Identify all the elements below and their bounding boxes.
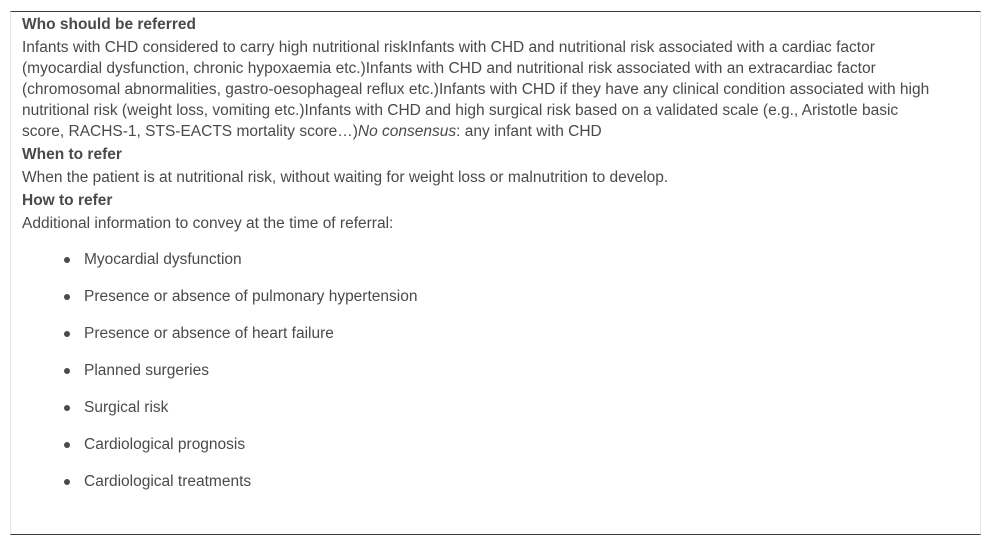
bullet-icon <box>64 405 70 411</box>
list-item <box>22 360 932 397</box>
who-criteria-text <box>22 37 932 142</box>
who-heading: Who should be referred <box>22 16 196 33</box>
list-item <box>22 286 932 323</box>
list-item-label: Cardiological prognosis <box>84 436 246 453</box>
bullet-icon <box>64 442 70 448</box>
bullet-icon <box>64 368 70 374</box>
bullet-icon <box>64 257 70 263</box>
bullet-icon <box>64 479 70 485</box>
list-item-label: Planned surgeries <box>84 362 209 379</box>
who-item-2: Infants with CHD and nutritional risk associated with a cardiac factor (myocardial dysfunction, chronic hypoxaemia etc.) <box>22 39 875 77</box>
list-item <box>22 434 932 471</box>
no-consensus-text: : any infant with CHD <box>456 123 602 140</box>
list-item <box>22 323 932 360</box>
list-item-label: Surgical risk <box>84 399 169 416</box>
list-item-label: Myocardial dysfunction <box>84 251 242 268</box>
when-heading: When to refer <box>22 146 122 163</box>
who-item-1: Infants with CHD considered to carry high nutritional risk <box>22 39 408 56</box>
list-item <box>22 249 932 286</box>
referral-cell <box>22 14 932 508</box>
list-item <box>22 471 932 508</box>
no-consensus-label: No consensus <box>357 123 457 140</box>
how-intro: Additional information to convey at the time of referral: <box>22 215 394 232</box>
bullet-icon <box>64 331 70 337</box>
referral-table <box>10 11 981 535</box>
list-item <box>22 397 932 434</box>
how-heading: How to refer <box>22 192 113 209</box>
bullet-icon <box>64 294 70 300</box>
who-item-4: Infants with CHD if they have any clinical condition associated with high nutritional risk (weight loss, vomiting etc.) <box>22 81 930 119</box>
when-text: When the patient is at nutritional risk, without waiting for weight loss or malnutrition to develop. <box>22 169 669 186</box>
list-item-label: Presence or absence of heart failure <box>84 325 334 342</box>
list-item-label: Presence or absence of pulmonary hypertension <box>84 288 418 305</box>
list-item-label: Cardiological treatments <box>84 473 252 490</box>
who-item-5: Infants with CHD and high surgical risk based on a validated scale (e.g., Aristotle basic score, RACHS-1, STS-EACTS mortality score…) <box>22 102 899 140</box>
referral-info-list <box>22 249 932 508</box>
who-item-3: Infants with CHD and nutritional risk associated with an extracardiac factor (chromosomal abnormalities, gastro-oesophageal reflux etc.) <box>22 60 876 98</box>
